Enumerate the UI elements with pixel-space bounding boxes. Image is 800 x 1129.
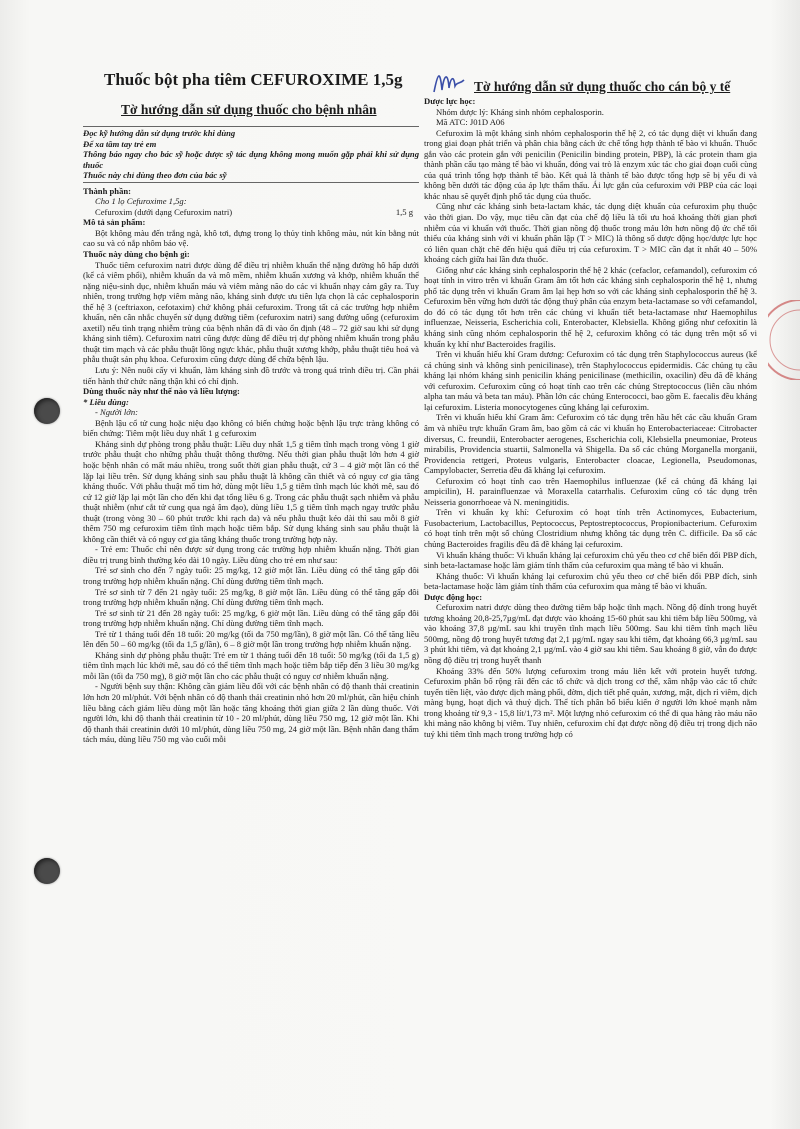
staff-heading: Tờ hướng dẫn sử dụng thuốc cho cán bộ y tế <box>474 79 731 94</box>
punch-hole <box>34 858 60 884</box>
composition-item: Cefuroxim (dưới dạng Cefuroxim natri) <box>95 206 233 217</box>
note-text: Lưu ý: Nên nuôi cấy vi khuẩn, làm kháng sinh đồ trước và trong quá trình điều trị. Cần phải tiến hành thử chức năng thận khi có chỉ định. <box>83 365 419 386</box>
renal-text: - Người bệnh suy thận: Không cần giảm liều đối với các bệnh nhân có độ thanh thải creatinin lớn hơn 20 ml/phút. Với bệnh nhân có độ thanh thải creatinin nhỏ hơn 20 ml/phút, cần hiệu chỉnh liều bằng cách giảm liều dùng một lần hoặc tăng khoảng thời gian giữa 2 lần dùng thuốc. Với người lớn, khi độ thanh thải creatinin từ 10 - 20 ml/phút, dùng liều 750 mg, 12 giờ một lần. Khi độ thanh thải creatinin dưới 10 ml/phút, dùng liều 750 mg, 24 giờ một lần. Bệnh nhân đang thẩm tách máu, dùng liều 750 mg vào cuối mỗi <box>83 681 419 745</box>
paragraph: Trên vi khuẩn hiếu khí Gram âm: Cefuroxim có tác dụng trên hầu hết các cầu khuẩn Gram âm và nhiều trực khuẩn Gram âm, bao gồm cả các vi khuẩn họ Enterobacteriaceae: Citrobacter diversus, C. freundii, Enterobacter aerogenes, Escherichia coli, Klebsiella pneumoniae, Proteus mirabilis, Providencia stuartii, Salmonella và Shigella. Đa số các chủng Morganella morganii, Providencia rettgeri, Proteus vulgaris, Enterobacter cloacae, Legionella, Pseudomonas, Campylobacter, Serretia đều đã kháng lại cefuroxim. <box>424 412 757 476</box>
indication-heading: Thuốc này dùng cho bệnh gì: <box>83 249 190 260</box>
neonate-7-text: Trẻ sơ sinh cho đến 7 ngày tuổi: 25 mg/kg, 12 giờ một lần. Liều dùng có thể tăng gấp đôi trong trường hợp nhiễm khuẩn nặng. Chỉ dùng đường tiêm tĩnh mạch. <box>83 565 419 586</box>
punch-hole <box>34 398 60 424</box>
dosage-heading: Dùng thuốc này như thế nào và liều lượng: <box>83 386 240 397</box>
staff-column <box>424 96 757 739</box>
paragraph: Cefuroxim có hoạt tính cao trên Haemophilus influenzae (kể cả chủng đã kháng lại ampicilin), H. parainfluenzae và Moraxella catarrhalis. Cefuroxim cũng có tác dụng trên Neisseria gonorrhoeae và N. meningitidis. <box>424 475 757 507</box>
atc-code: Mã ATC: J01D A06 <box>436 117 505 128</box>
description-heading: Mô tả sản phẩm: <box>83 217 146 228</box>
child-18-text: Trẻ từ 1 tháng tuổi đến 18 tuổi: 20 mg/kg (tối đa 750 mg/lần), 8 giờ một lần. Có thể tăng liều lên đến 50 – 60 mg/kg (tối đa 1,5 g/lần), 6 – 8 giờ một lần trong trường hợp nhiễm khuẩn nặng. <box>83 628 419 650</box>
pharmacokinetics-heading: Dược động học: <box>424 591 483 602</box>
paragraph: Trên vi khuẩn hiếu khí Gram dương: Cefuroxim có tác dụng trên Staphylococcus aureus (kể cả chủng sinh và không sinh penicilinase), trên Staphylococcus epidermidis. Các chủng tụ cầu kháng lại nhóm kháng sinh penicilin kháng penicilinase (methicilin, oxacilin) đều đã đề kháng với cefuroxim. Cefuroxim cũng có hoạt tính cao trên các chủng Streptococcus (liên cầu nhóm alpha tan máu và beta tan máu). Phần lớn các chủng Enterococci, bao gồm E. faecalis đều kháng lại cefuroxim. Listeria monocytogenes cũng kháng lại cefuroxim. <box>424 349 757 412</box>
description-text: Bột không màu đến trắng ngà, khô tơi, đựng trong lọ thủy tinh không màu, nút kín bằng nút cao su và có nắp nhôm bảo vệ. <box>83 227 419 249</box>
pharmacodynamics-heading: Dược lực học: <box>424 96 476 106</box>
neonate-28-text: Trẻ sơ sinh từ 21 đến 28 ngày tuổi: 25 mg/kg, 6 giờ một lần. Liều dùng có thể tăng gấp đôi trong trường hợp nhiễm khuẩn nặng. Chỉ dùng đường tiêm tĩnh mạch. <box>83 607 419 629</box>
prophylaxis-text: Kháng sinh dự phòng trong phẫu thuật: Liều duy nhất 1,5 g tiêm tĩnh mạch trong vòng 1 giờ trước phẫu thuật cho những phẫu thuật thông thường. Nếu thời gian phẫu thuật lớn hơn 4 giờ hoặc bệnh nhân có mất máu nhiều, trong suốt thời gian phẫu thuật, cứ 3 – 4 giờ một lần có thể lặp lại liều trên. Sử dụng kháng sinh sau phẫu thuật là không cần thiết và có nguy cơ gia tăng kháng thuốc. Với phẫu thuật mổ tim hở, dùng một liều 1,5 g tiêm tĩnh mạch lúc khởi mê, sau đó cứ 12 giờ lặp lại một lần cho đến khi đạt tổng liều 6 g. Trong các phẫu thuật sạch nhiễm và phẫu thuật nhiễm (như cắt tử cung qua ngả âm đạo), dùng liều 1,5 g tiêm tĩnh mạch ngay trước phẫu thuật (trong vòng 30 – 60 phút trước khi rạch da) và nếu phẫu thuật kéo dài thì sau mỗi 8 giờ thêm 750 mg cefuroxim tiêm tĩnh mạch hoặc tiêm bắp. Sử dụng kháng sinh sau phẫu thuật là không cần thiết và có nguy cơ gia tăng kháng thuốc trong trường hợp này. <box>83 438 419 544</box>
paragraph: Kháng thuốc: Vi khuẩn kháng lại cefuroxim chủ yếu theo cơ chế biến đổi PBP đích, sinh beta-lactamase hoặc làm giảm tính thấm của cefuroxim qua màng tế bào vi khuẩn. <box>424 570 757 592</box>
paragraph: Trên vi khuẩn kỵ khí: Cefuroxim có hoạt tính trên Actinomyces, Eubacterium, Fusobacterium, Lactobacillus, Peptococcus, Peptostreptococcus, Propionibacterium. Cefuroxim có hoạt tính trên một số chủng Clostridium nhưng không tác dụng trên C. difficile. Đa số các chủng Bacteroides fragilis đều đã đề kháng lại cefuroxim. <box>424 507 757 549</box>
warning-line: Để xa tầm tay trẻ em <box>83 138 157 149</box>
composition-heading: Thành phần: <box>83 185 132 196</box>
children-text: - Trẻ em: Thuốc chỉ nên được sử dụng trong các trường hợp nhiễm khuẩn nặng. Thời gian điều trị trung bình thường kéo dài 10 ngày. Liều dùng cho trẻ em như sau: <box>83 544 419 565</box>
neonate-21-text: Trẻ sơ sinh từ 7 đến 21 ngày tuổi: 25 mg/kg, 8 giờ một lần. Liều dùng có thể tăng gấp đôi trong trường hợp nhiễm khuẩn nặng. Chỉ dùng đường tiêm tĩnh mạch. <box>83 586 419 608</box>
paragraph: Cefuroxim là một kháng sinh nhóm cephalosporin thế hệ 2, có tác dụng diệt vi khuẩn đang trong giai đoạn phát triển và phân chia bằng cách ức chế tổng hợp thành tế bào vi khuẩn. Thuốc gắn vào các protein gắn với penicilin (Penicilin binding protein, PBP), là các protein tham gia thành phần cấu tạo màng tế bào vi khuẩn, đóng vai trò là enzym xúc tác cho giai đoạn cuối cùng của quá trình tổng hợp thành tế bào. Kết quả là thành tế bào được tổng hợp sẽ bị yếu đi và không bền dưới tác động của áp lực thẩm thấu. Ái lực gắn của cefuroxim với PBP của các loại khác nhau sẽ quyết định phổ tác dụng của thuốc. <box>424 127 757 201</box>
paragraph: Cũng như các kháng sinh beta-lactam khác, tác dụng diệt khuẩn của cefuroxim phụ thuộc vào thời gian. Do vậy, mục tiêu cần đạt của chế độ liều là tối ưu hoá khoảng thời gian phơi nhiễm của vi khuẩn với thuốc. Thời gian nồng độ thuốc trong máu lớn hơn nồng độ ức chế tối thiểu của kháng sinh với vi khuẩn phân lập (T > MIC) là thông số dược động học/dược lực học có liên quan chặt chẽ đến hiệu quả điều trị của cefuroxim. T > MIC cần đạt ít nhất 40 – 50% khoảng cách giữa hai lần đưa thuốc. <box>424 201 757 265</box>
paragraph: Khoảng 33% đến 50% lượng cefuroxim trong máu liên kết với protein huyết tương. Cefuroxim phân bố rộng rãi đến các tổ chức và dịch trong cơ thể, xâm nhập vào các tổ chức tuyến tiền liệt, vào được dịch màng phổi, đờm, dịch tiết phế quản, xương, mật, dịch rỉ viêm, dịch màng bụng, hoạt dịch và thuỷ dịch. Thể tích phân bố biểu kiến ở người lớn khoẻ mạnh nằm trong khoảng từ 9,3 - 15,8 lít/1,73 m². Một lượng nhỏ cefuroxim có thể đi qua hàng rào máu não khi màng não không bị viêm. Tuy nhiên, cefuroxim chỉ đạt được nồng độ điều trị trong dịch não tuỷ khi tiêm tĩnh mạch trong trường hợp có <box>424 665 757 739</box>
patient-column <box>83 124 419 745</box>
patient-heading: Tờ hướng dẫn sử dụng thuốc cho bệnh nhân <box>121 102 377 117</box>
paragraph: Cefuroxim natri được dùng theo đường tiêm bắp hoặc tĩnh mạch. Nồng độ đỉnh trong huyết tương khoảng 20,8-25,7µg/mL đạt được vào khoảng 15-60 phút sau khi tiêm bắp liều 500mg, và vào khoảng 37,8 µg/mL sau khi truyền tĩnh mạch liều 500mg. Sau khi tiêm tĩnh mạch liều 500mg, nồng độ trong huyết tương đạt 2,1 µg/mL ngay sau khi tiêm, đạt khoảng 66,3 µg/mL sau 3 phút khi tiêm, và đạt khoảng 2,1 µg/mL vào 4 giờ sau khi tiêm. Sau khoảng 8 giờ, vẫn đo được nồng độ điều trị trong huyết thanh <box>424 602 757 665</box>
dosage-sub: * Liều dùng: <box>83 396 129 407</box>
composition-row <box>83 207 419 218</box>
pharmacological-group: Nhóm dược lý: Kháng sinh nhóm cephalosporin. <box>436 106 604 117</box>
paragraph: Giống như các kháng sinh cephalosporin thế hệ 2 khác (cefaclor, cefamandol), cefuroxim có hoạt tính in vitro trên vi khuẩn Gram âm tốt hơn các kháng sinh cephalosporin thế hệ 1, nhưng phổ tác dụng trên vi khuẩn Gram âm lại hẹp hơn so với các kháng sinh cephalosporin thế hệ 3. Cefuroxim bền vững hơn dưới tác động thuỷ phân của enzym beta-lactamase so với cefamandol, do đó có tác dụng tốt hơn trên các chủng vi khuẩn tiết beta-lactamase như Haemophilus influenzae, Neisseria, Escherichia coli, Enterobacter, Klebsiella. Không giống như cefoxitin là kháng sinh cũng nhóm cephalosporin thế hệ 2, cefuroxim không có tác dụng trên một số vi khuẩn kỵ khí như Bacteroides fragilis. <box>424 264 757 349</box>
composition-amount: 1,5 g <box>395 206 413 217</box>
warning-line: Thuốc này chỉ dùng theo đơn của bác sỹ <box>83 170 227 181</box>
warning-line: Thông báo ngay cho bác sỹ hoặc dược sỹ tác dụng không mong muốn gặp phải khi sử dụng thuốc <box>83 149 419 170</box>
warning-line: Đọc kỹ hướng dẫn sử dụng trước khi dùng <box>83 128 236 138</box>
child-prophylaxis-text: Kháng sinh dự phòng phẫu thuật: Trẻ em từ 1 tháng tuổi đến 18 tuổi: 50 mg/kg (tối đa 1,5 g) tiêm tĩnh mạch lúc khởi mê, sau đó có thể tiêm tĩnh mạch hoặc tiêm bắp tiếp đến 3 liều 30 mg/kg mỗi lần (tối đa 750 mg), 8 giờ một lần cho các phẫu thuật có nguy cơ nhiễm khuẩn nặng. <box>83 649 419 681</box>
composition-sub: Cho 1 lọ Cefuroxime 1,5g: <box>95 196 187 207</box>
indication-text: Thuốc tiêm cefuroxim natri được dùng để điều trị nhiễm khuẩn thể nặng đường hô hấp dưới (kể cả viêm phổi), nhiễm khuẩn da và mô mềm, nhiễm khuẩn xương và khớp, nhiễm khuẩn thể nặng niệu-sinh dục, nhiễm khuẩn máu và viêm màng não do các vi khuẩn nhạy cảm gây ra. Tuy nhiên, trong trường hợp viêm màng não, kháng sinh được ưu tiên lựa chọn là các cephalosporin thế hệ 3 (ceftriaxon, cefotaxim) chứ không phải cefuroxim. Trong tất cả các trường hợp nhiễm khuẩn, nên cân nhắc chuyển sử dụng đường tiêm (cefuroxim natri) sang đường uống (cefuroxim axetil) nếu tình trạng nhiễm trùng của bệnh nhân đã đi vào ổn định (48 – 72 giờ sau khi sử dụng kháng sinh tiêm). Cefuroxim natri cũng được dùng để điều trị dự phòng nhiễm khuẩn trong phẫu thuật tim mạch và các phẫu thuật lồng ngực khác, phẫu thuật xương khớp, phẫu thuật tiêu hoá và phẫu thuật sản phụ khoa. Cefuroxim cũng được dùng để chữa bệnh lậu. <box>83 259 419 365</box>
warning-box <box>83 126 419 183</box>
gonorrhea-text: Bệnh lậu cổ tử cung hoặc niệu đạo không có biến chứng hoặc bệnh lậu trực tràng không có biến chứng: Tiêm một liều duy nhất 1 g cefuroxim <box>83 417 419 439</box>
red-stamp-icon <box>768 300 800 380</box>
paragraph: Vi khuẩn kháng thuốc: Vi khuẩn kháng lại cefuroxim chủ yếu theo cơ chế biến đổi PBP đích, sinh beta-lactamase hoặc làm giảm tính thấm của cefuroxim qua màng tế bào vi khuẩn. <box>424 549 757 571</box>
document-title: Thuốc bột pha tiêm CEFUROXIME 1,5g <box>104 70 403 89</box>
adult-heading: - Người lớn: <box>95 407 138 418</box>
